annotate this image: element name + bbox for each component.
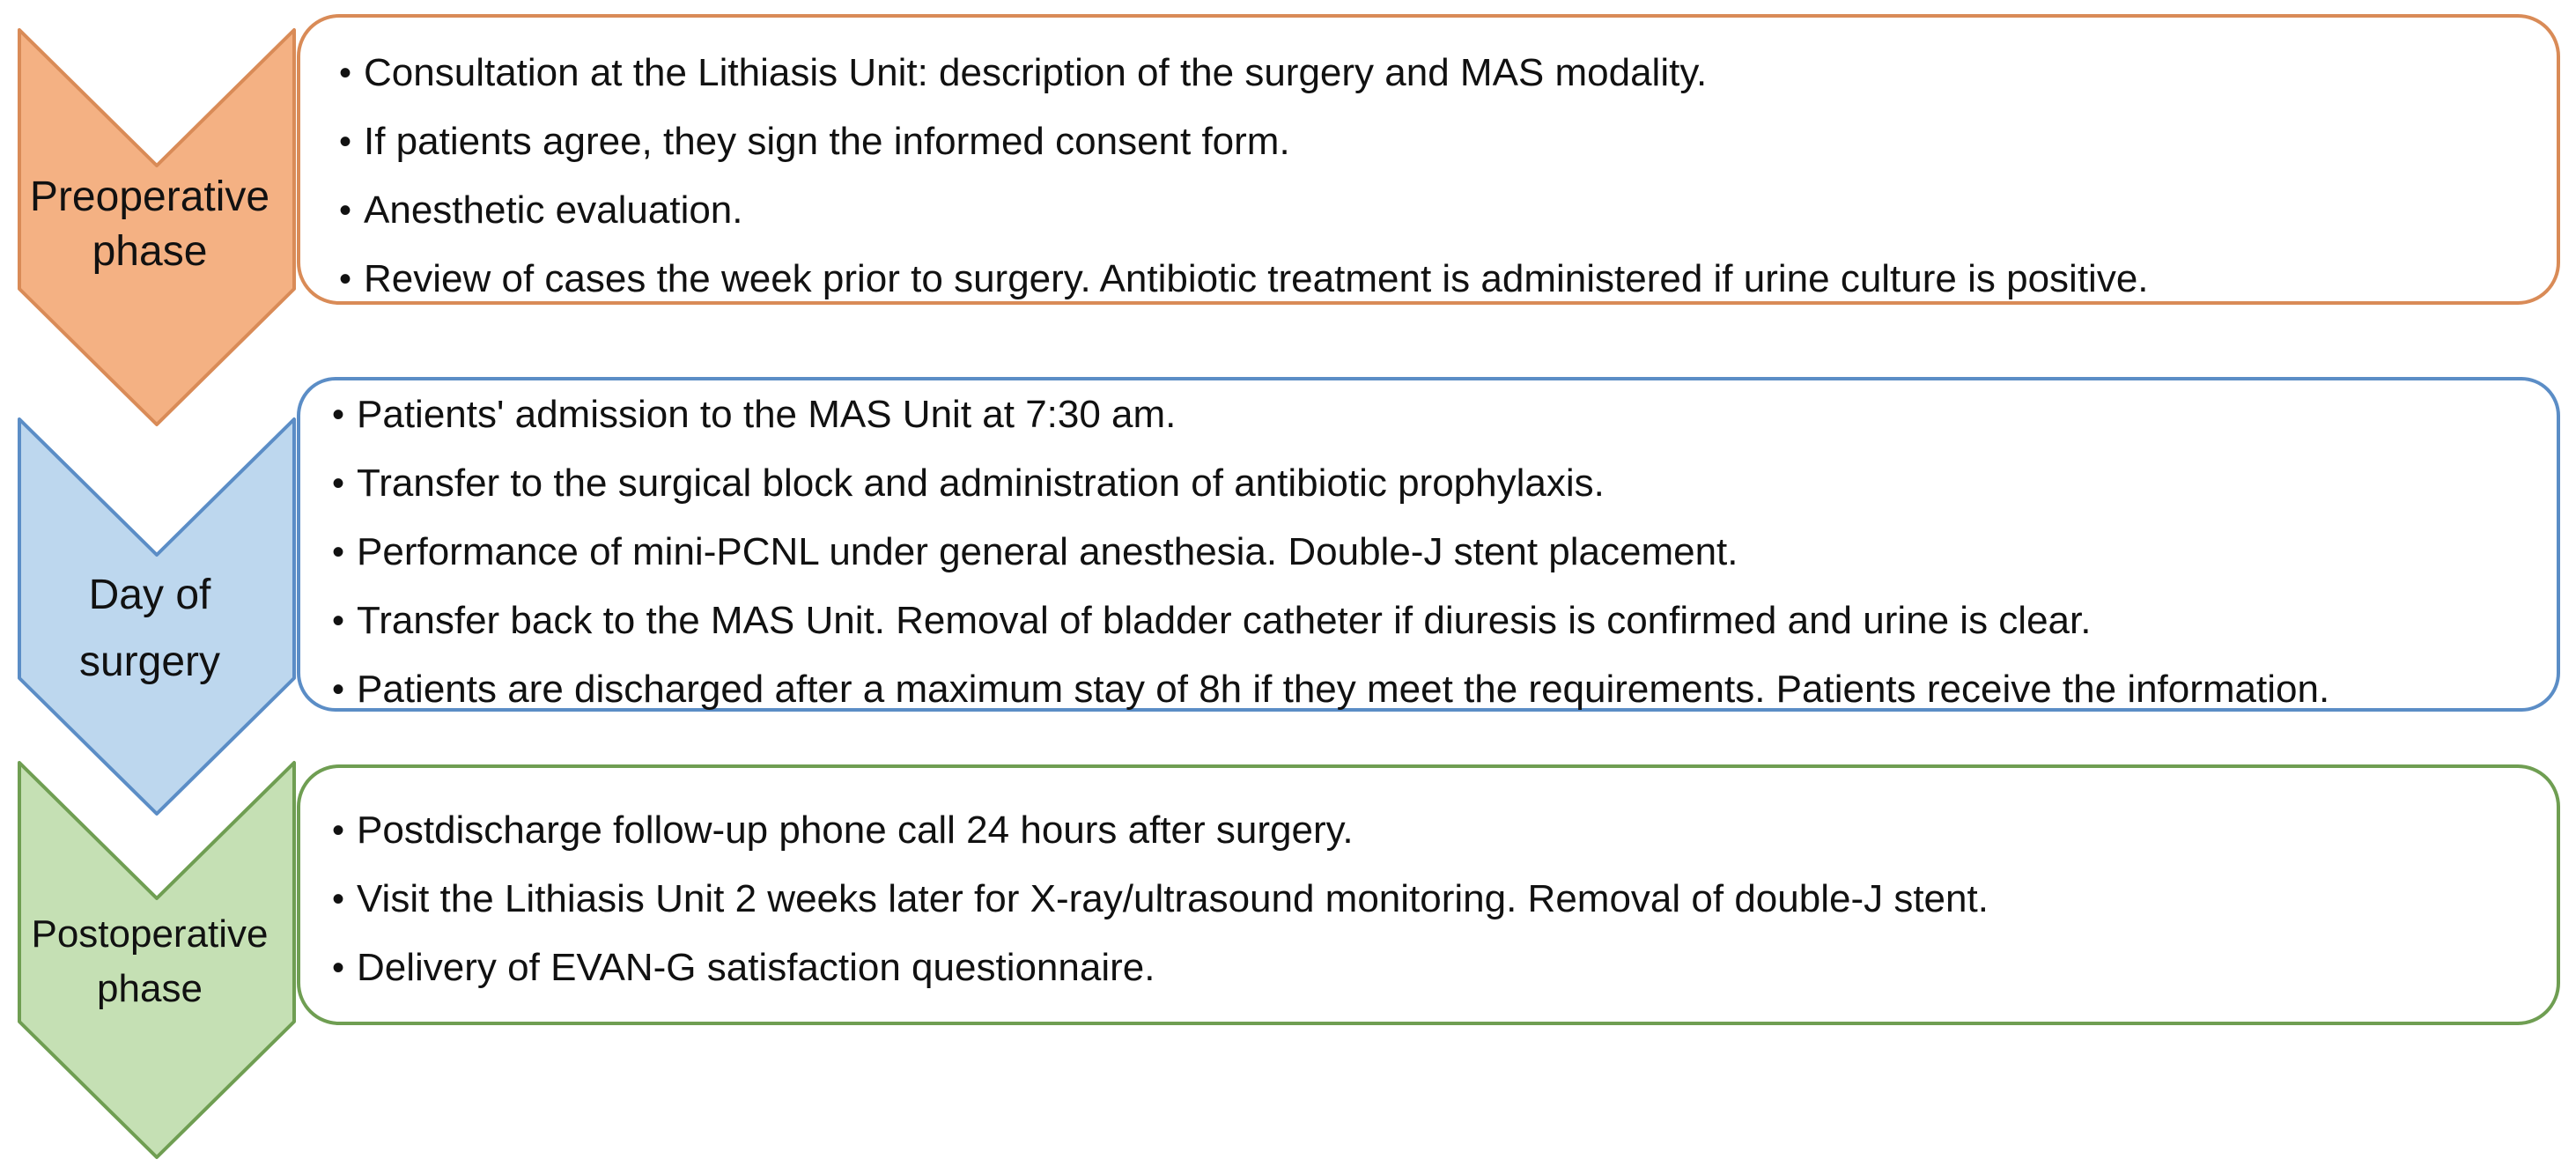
label-line: phase (92, 228, 208, 275)
label-line: surgery (78, 639, 221, 685)
step-item: • Performance of mini-PCNL under general anesthesia. Double-J stent placement. (357, 518, 2557, 587)
label-line: phase (97, 967, 203, 1010)
preoperative-steps-box (297, 14, 2560, 305)
label-line: Day of (88, 572, 211, 618)
step-item: • Transfer back to the MAS Unit. Removal of bladder catheter if diuresis is confirmed and urine is clear. (357, 587, 2557, 655)
step-item: • Anesthetic evaluation. (364, 176, 2557, 245)
preoperative-phase-label (9, 170, 291, 279)
step-item: • Patients are discharged after a maximum stay of 8h if they meet the requirements. Patients receive the information. (357, 655, 2557, 724)
step-item: • Visit the Lithiasis Unit 2 weeks later for X-ray/ultrasound monitoring. Removal of double-J stent. (357, 865, 2557, 934)
step-item: • If patients agree, they sign the informed consent form. (364, 107, 2557, 176)
step-item: • Consultation at the Lithiasis Unit: description of the surgery and MAS modality. (364, 39, 2557, 107)
label-line: Postoperative (31, 912, 269, 956)
label-line: Preoperative (29, 174, 270, 220)
day-of-surgery-steps-box (297, 377, 2560, 712)
step-item: • Transfer to the surgical block and administration of antibiotic prophylaxis. (357, 449, 2557, 518)
postoperative-phase-label (9, 907, 291, 1016)
step-item: • Postdischarge follow-up phone call 24 hours after surgery. (357, 796, 2557, 865)
step-item: • Review of cases the week prior to surgery. Antibiotic treatment is administered if urine culture is positive. (364, 245, 2557, 314)
step-item: • Patients' admission to the MAS Unit at 7:30 am. (357, 380, 2557, 449)
postoperative-steps-box (297, 764, 2560, 1025)
day-of-surgery-phase-label (9, 559, 291, 693)
step-item: • Delivery of EVAN-G satisfaction questionnaire. (357, 934, 2557, 1002)
